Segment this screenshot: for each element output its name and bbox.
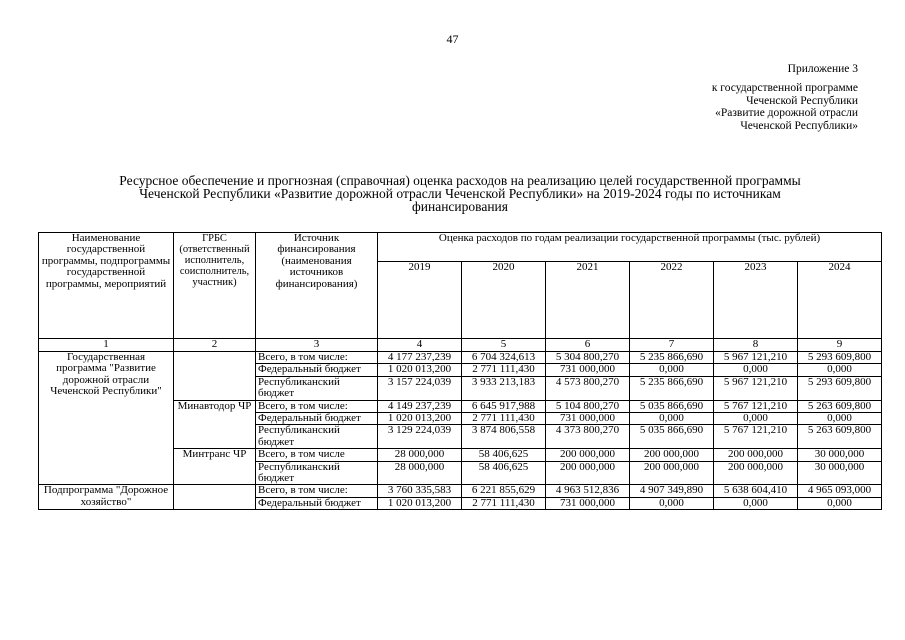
source-cell: Федеральный бюджет [256,497,378,509]
value-cell: 4 965 093,000 [798,485,882,497]
column-number: 3 [256,339,378,352]
value-cell: 30 000,000 [798,449,882,461]
value-cell: 200 000,000 [546,461,630,485]
grbs-cell-empty [174,352,256,401]
header-estimate: Оценка расходов по годам реализации государственной программы (тыс. рублей) [378,233,882,262]
header-year: 2019 [378,262,462,339]
header-grbs: ГРБС (ответственный исполнитель, соисполнитель, участник) [174,233,256,339]
source-cell: Республиканский бюджет [256,376,378,400]
grbs-minavtodor-cell: Минавтодор ЧР [174,400,256,449]
value-cell: 5 767 121,210 [714,400,798,412]
value-cell: 4 963 512,836 [546,485,630,497]
value-cell: 58 406,625 [462,449,546,461]
subprogram-name-cell: Подпрограмма "Дорожное хозяйство" [39,485,174,510]
value-cell: 0,000 [798,413,882,425]
value-cell: 5 767 121,210 [714,425,798,449]
header-name: Наименование государственной программы, подпрограммы государственной программы, мероприятий [39,233,174,339]
value-cell: 200 000,000 [630,449,714,461]
value-cell: 0,000 [714,413,798,425]
value-cell: 200 000,000 [714,461,798,485]
value-cell: 1 020 013,200 [378,413,462,425]
value-cell: 4 907 349,890 [630,485,714,497]
page-number: 47 [446,32,459,46]
value-cell: 3 874 806,558 [462,425,546,449]
value-cell: 30 000,000 [798,461,882,485]
column-number: 5 [462,339,546,352]
value-cell: 2 771 111,430 [462,497,546,509]
value-cell: 4 573 800,270 [546,376,630,400]
grbs-cell-empty [174,485,256,510]
value-cell: 0,000 [714,497,798,509]
value-cell: 5 293 609,800 [798,352,882,364]
header-year: 2024 [798,262,882,339]
header-year: 2023 [714,262,798,339]
appendix-block [712,63,858,133]
value-cell: 5 235 866,690 [630,352,714,364]
value-cell: 4 177 237,239 [378,352,462,364]
value-cell: 5 967 121,210 [714,352,798,364]
column-number: 9 [798,339,882,352]
table-row [39,352,882,364]
value-cell: 4 149 237,239 [378,400,462,412]
value-cell: 5 035 866,690 [630,425,714,449]
value-cell: 5 104 800,270 [546,400,630,412]
column-number-row [39,339,882,352]
column-number: 6 [546,339,630,352]
value-cell: 6 704 324,613 [462,352,546,364]
value-cell: 0,000 [714,364,798,376]
value-cell: 731 000,000 [546,413,630,425]
value-cell: 5 263 609,800 [798,400,882,412]
value-cell: 0,000 [630,497,714,509]
value-cell: 5 967 121,210 [714,376,798,400]
value-cell: 731 000,000 [546,497,630,509]
value-cell: 200 000,000 [546,449,630,461]
value-cell: 28 000,000 [378,449,462,461]
appendix-line: к государственной программе [711,81,858,94]
value-cell: 1 020 013,200 [378,364,462,376]
value-cell: 0,000 [630,364,714,376]
value-cell: 0,000 [630,413,714,425]
value-cell: 5 293 609,800 [798,376,882,400]
value-cell: 5 035 866,690 [630,400,714,412]
value-cell: 3 157 224,039 [378,376,462,400]
value-cell: 5 304 800,270 [546,352,630,364]
value-cell: 1 020 013,200 [378,497,462,509]
table-row [39,485,882,497]
value-cell: 5 263 609,800 [798,425,882,449]
grbs-mintrans-cell: Минтранс ЧР [174,449,256,485]
source-cell: Федеральный бюджет [256,413,378,425]
appendix-title: Приложение 3 [787,63,858,75]
column-number: 1 [39,339,174,352]
column-number: 2 [174,339,256,352]
financing-table [38,232,882,510]
value-cell: 3 933 213,183 [462,376,546,400]
source-cell: Всего, в том числе: [256,352,378,364]
value-cell: 0,000 [798,364,882,376]
column-number: 7 [630,339,714,352]
source-cell: Всего, в том числе [256,449,378,461]
header-year: 2020 [462,262,546,339]
header-year: 2022 [630,262,714,339]
value-cell: 2 771 111,430 [462,364,546,376]
column-number: 4 [378,339,462,352]
column-number: 8 [714,339,798,352]
header-row [39,233,882,262]
value-cell: 731 000,000 [546,364,630,376]
source-cell: Республиканский бюджет [256,461,378,485]
source-cell: Всего, в том числе: [256,485,378,497]
header-year: 2021 [546,262,630,339]
value-cell: 2 771 111,430 [462,413,546,425]
appendix-line: Чеченской Республики» [740,120,858,133]
source-cell: Республиканский бюджет [256,425,378,449]
appendix-line: «Развитие дорожной отрасли [715,107,858,120]
value-cell: 58 406,625 [462,461,546,485]
document-title: Ресурсное обеспечение и прогнозная (справочная) оценка расходов на реализацию целей государственной программы Чеченской Республики «Развитие дорожной отрасли Чеченской Республики» на 2019-2024 годы по источникам финансирования [119,173,801,214]
value-cell: 200 000,000 [714,449,798,461]
value-cell: 3 129 224,039 [378,425,462,449]
source-cell: Федеральный бюджет [256,364,378,376]
value-cell: 0,000 [798,497,882,509]
value-cell: 5 235 866,690 [630,376,714,400]
source-cell: Всего, в том числе: [256,400,378,412]
program-name-cell: Государственная программа "Развитие дорожной отрасли Чеченской Республики" [39,352,174,485]
value-cell: 28 000,000 [378,461,462,485]
value-cell: 6 221 855,629 [462,485,546,497]
header-source: Источник финансирования (наименования источников финансирования) [256,233,378,339]
value-cell: 3 760 335,583 [378,485,462,497]
appendix-line: Чеченской Республики [746,94,858,107]
value-cell: 200 000,000 [630,461,714,485]
value-cell: 5 638 604,410 [714,485,798,497]
value-cell: 4 373 800,270 [546,425,630,449]
value-cell: 6 645 917,988 [462,400,546,412]
